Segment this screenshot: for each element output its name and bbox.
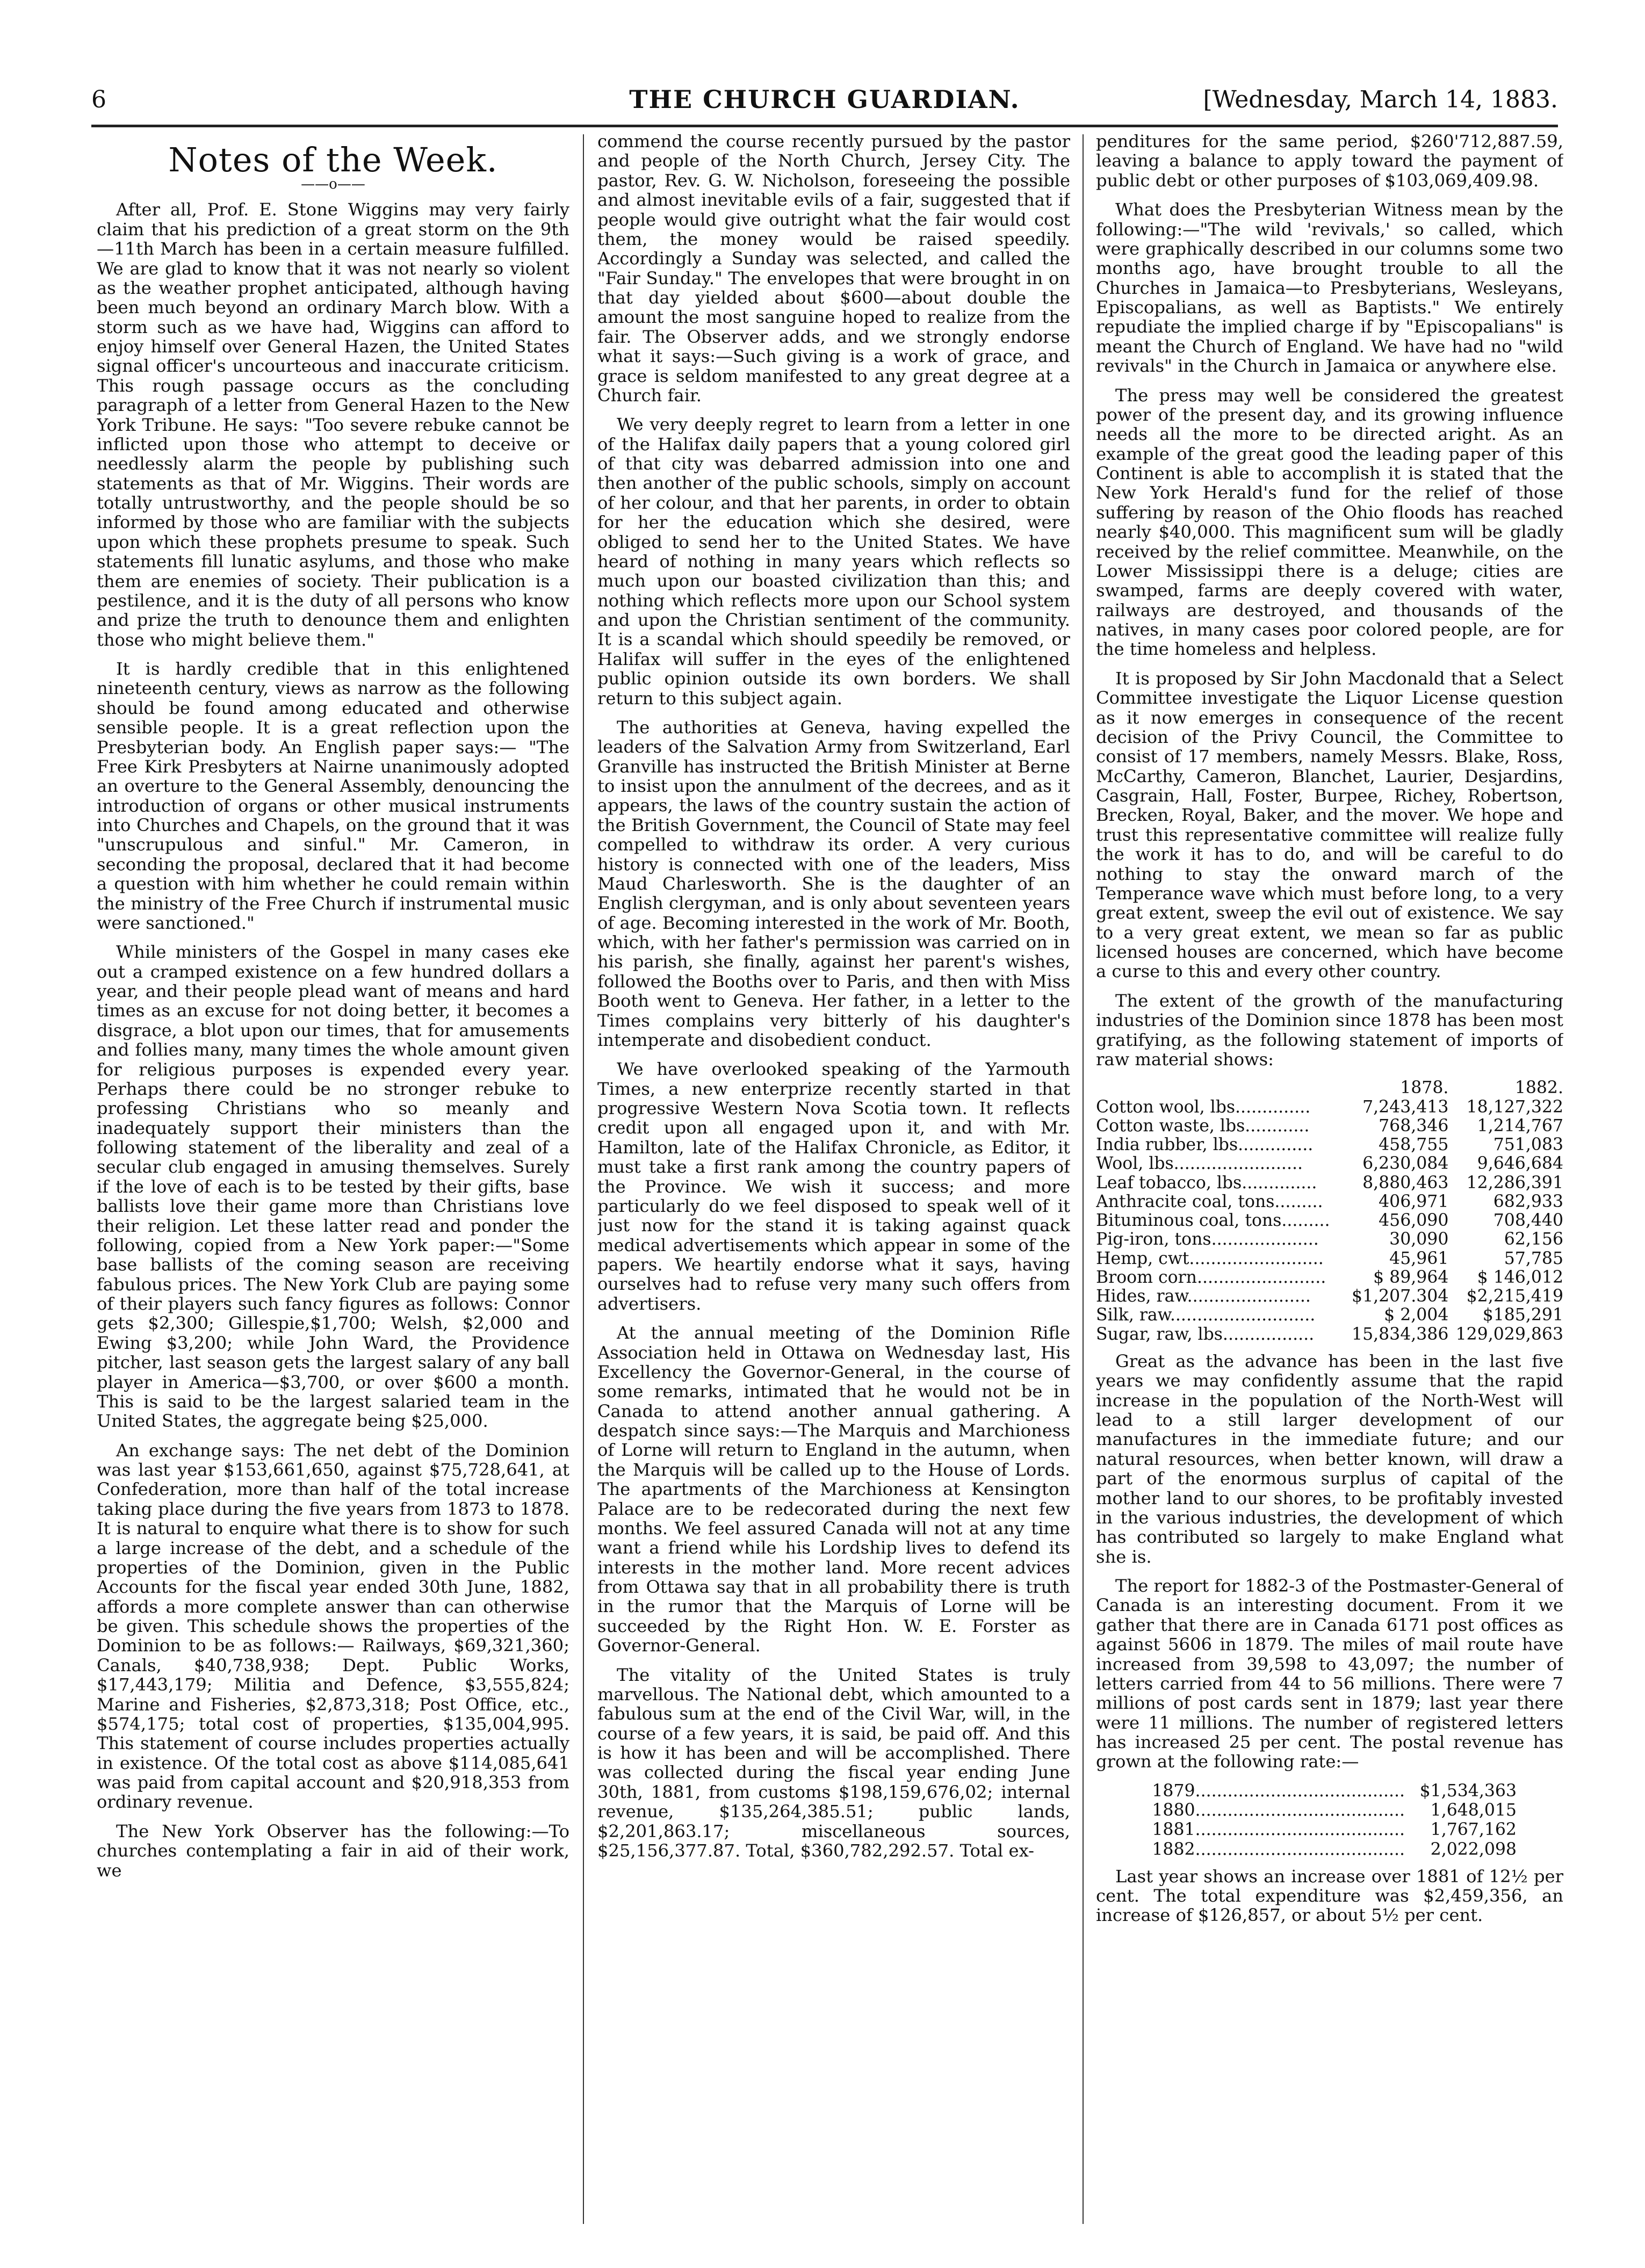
- article-paragraph: Last year shows an increase over 1881 of 12½ per cent. The total expenditure was $2,459,356, an increase of $126,857, or about 5½ per cent.: [1096, 1866, 1563, 1926]
- table-row: [1096, 1154, 1563, 1173]
- value-1878: 456,090: [1379, 1211, 1449, 1231]
- value-1882: 18,127,322: [1466, 1097, 1563, 1117]
- column-divider: [583, 134, 584, 2224]
- year-header: 1882.: [1514, 1078, 1563, 1098]
- article-paragraph: An exchange says: The net debt of the Dominion was last year $153,661,650, against $75,728,641, at Confederation, more than half of the total increase taking place during the five years from 1873 to 1878. It is natural to enquire what there is to show for such a large increase of the debt, and a schedule of the properties of the Dominion, given in the Public Accounts for the fiscal year ended 30th June, 1882, affords a more complete answer than can otherwise be given. This schedule shows the properties of the Dominion to be as follows:— Railways, $69,321,360; Canals, $40,738,938; Dept. Public Works, $17,443,179; Militia and Defence, $3,555,824; Marine and Fisheries, $2,873,318; Post Office, etc., $574,175; total cost of properties, $135,004,995. This statement of course includes properties actually in existence. Of the total cost as above $114,085,641 was paid from capital account and $20,918,353 from ordinary revenue.: [97, 1440, 569, 1812]
- table-row: [1152, 1801, 1517, 1820]
- table-row: [1096, 1117, 1563, 1136]
- table-row: [1096, 1174, 1563, 1193]
- table-row: [1096, 1211, 1563, 1230]
- value-1882: 9,646,684: [1477, 1154, 1563, 1174]
- article-paragraph: The press may well be considered the greatest power of the present day, and its growing influence needs all the more to be directed aright. As an example of the great good the leading paper of this Continent is able to accomplish it is stated that the New York Herald's fund for the relief of those suffering by reason of the Ohio floods has reached nearly $40,000. This magnificent sum will be gladly received by the relief committee. Meanwhile, on the Lower Mississippi there is a deluge; cities are swamped, farms are deeply covered with water, railways are destroyed, and thousands of the natives, in many cases poor colored people, are for the time homeless and helpless.: [1096, 385, 1563, 660]
- table-row: [1096, 1249, 1563, 1268]
- value-1878: 8,880,463: [1362, 1173, 1449, 1193]
- table-row: [1096, 1193, 1563, 1211]
- postal-amount: 1,648,015: [1430, 1801, 1517, 1821]
- table-row: [1096, 1136, 1563, 1154]
- issue-date: [Wednesday, March 14, 1883.: [1203, 86, 1558, 113]
- value-1882: 57,785: [1504, 1248, 1563, 1268]
- postal-revenue-table: [1152, 1781, 1517, 1859]
- table-row: [1152, 1820, 1517, 1839]
- table-row: [1096, 1325, 1563, 1344]
- import-item: Broom corn........................: [1096, 1267, 1326, 1287]
- value-1882: 751,083: [1493, 1135, 1563, 1155]
- value-1882: $2,215,419: [1466, 1287, 1563, 1306]
- article-paragraph: It is proposed by Sir John Macdonald that a Select Committee investigate the Liquor License question as it now emerges in consequence of the recent decision of the Privy Council, the Committee to consist of 17 members, namely Messrs. Blake, Ross, McCarthy, Cameron, Blanchet, Laurier, Desjardins, Casgrain, Hall, Foster, Burpee, Richey, Robertson, Brecken, Royal, Baker, and the mover. We hope and trust this representative committee will realize fully the work it has to do, and will be careful to do nothing to stay the onward march of the Temperance wave which must before long, to a very great extent, sweep the evil out of existence. We say to a very great extent, we mean so far as public licensed houses are concerned, which have become a curse to this and every other country.: [1096, 668, 1563, 982]
- import-item: Anthracite coal, tons.........: [1096, 1191, 1323, 1211]
- table-row: [1096, 1268, 1563, 1287]
- table-row: [1096, 1306, 1563, 1325]
- value-1878: 7,243,413: [1362, 1097, 1449, 1117]
- table-row: [1152, 1781, 1517, 1801]
- import-item: Pig-iron, tons....................: [1096, 1230, 1319, 1249]
- article-paragraph: The authorities at Geneva, having expelled the leaders of the Salvation Army from Switzerland, Earl Granville has instructed the British Minister at Berne to insist upon the annulment of the decrees, and as it appears, the laws of the country sustain the action of the British Government, the Council of State may feel compelled to withdraw its order. A very curious history is connected with one of the leaders, Miss Maud Charlesworth. She is the daughter of an English clergyman, and is only about seventeen years of age. Becoming interested in the work of Mr. Booth, which, with her father's permission was carried on in his parish, she finally, against her parent's wishes, followed the Booths over to Paris, and then with Miss Booth went to Geneva. Her father, in a letter to the Times complains very bitterly of his daughter's intemperate and disobedient conduct.: [597, 717, 1070, 1050]
- value-1878: $ 2,004: [1384, 1305, 1449, 1325]
- value-1878: 15,834,386: [1352, 1324, 1449, 1344]
- column-divider: [1083, 134, 1084, 2224]
- table-row: [1096, 1230, 1563, 1249]
- article-paragraph: At the annual meeting of the Dominion Rifle Association held in Ottawa on Wednesday last, His Excellency the Governor-General, in the course of some remarks, intimated that he would not be in Canada to attend another annual gathering. A despatch since says:—The Marquis and Marchioness of Lorne will return to England in the autumn, when the Marquis will be called up to the House of Lords. The apartments of the Marchioness at Kensington Palace are to be redecorated during the next few months. We feel assured Canada will not at any time want a friend while his Lordship lives to defend its interests in the mother land. More recent advices from Ottawa say that in all probability there is truth in the rumor that the Marquis of Lorne will be succeeded by the Right Hon. W. E. Forster as Governor-General.: [597, 1323, 1070, 1656]
- postal-amount: 1,767,162: [1430, 1820, 1517, 1840]
- header-rule: [91, 125, 1558, 127]
- import-item: Bituminous coal, tons.........: [1096, 1211, 1330, 1231]
- value-1882: 1,214,767: [1477, 1116, 1563, 1136]
- value-1882: 682,933: [1493, 1191, 1563, 1211]
- section-separator: ——o——: [301, 176, 365, 193]
- article-paragraph: Great as the advance has been in the last five years we may confidently assume that the rapid increase in the population of the North-West will lead to a still larger development of our manufactures in the immediate future; and our natural resources, when better known, will draw a part of the enormous surplus of capital of the mother land to our shores, to be profitably invested in the various industries, the development of which has contributed so largely to make England what she is.: [1096, 1350, 1563, 1567]
- article-paragraph: The vitality of the United States is truly marvellous. The National debt, which amounted to a fabulous sum at the end of the Civil War, will, in the course of a few years, it is said, be paid off. And this is how it has been and will be accomplished. There was collected during the fiscal year ending June 30th, 1881, from customs $198,159,676,02; internal revenue, $135,264,385.51; public lands, $2,201,863.17; miscellaneous sources, $25,156,377.87. Total, $360,782,292.57. Total ex-: [597, 1664, 1070, 1861]
- import-item: Silk, raw...........................: [1096, 1305, 1316, 1325]
- article-paragraph: After all, Prof. E. Stone Wiggins may very fairly claim that his prediction of a great storm on the 9th—11th March has been in a certain measure fulfilled. We are glad to know that it was not nearly so violent as the weather prophet anticipated, although having been much beyond an ordinary March blow. With a storm such as we have had, Wiggins can afford to enjoy himself over General Hazen, the United States signal officer's uncourteous and inaccurate criticism. This rough passage occurs as the concluding paragraph of a letter from General Hazen to the New York Tribune. He says: "Too severe rebuke cannot be inflicted upon those who attempt to deceive or needlessly alarm the people by publishing such statements as that of Mr. Wiggins. Their words are totally untrustworthy, and the people should be so informed by those who are familiar with the subjects upon which these prophets presume to speak. Such statements fill lunatic asylums, and those who make them are enemies of society. Their publication is a pestilence, and it is the duty of all persons who know and prize the truth to denounce them and enlighten those who might believe them.": [97, 199, 569, 650]
- value-1878: 406,971: [1379, 1191, 1449, 1211]
- import-item: Sugar, raw, lbs.................: [1096, 1324, 1315, 1344]
- import-item: Hemp, cwt.........................: [1096, 1248, 1324, 1268]
- article-paragraph: We very deeply regret to learn from a letter in one of the Halifax daily papers that a young colored girl of that city was debarred admission into one and then another of the public schools, simply on account of her colour, and that her parents, in order to obtain for her the education which she desired, were obliged to send her to the United States. We have heard of nothing in many years which reflects so much upon our boasted civilization than this; and nothing which reflects more upon our School system and upon the Christian sentiment of the community. It is a scandal which should speedily be removed, or Halifax will suffer in the eyes of the enlightened public opinion outside its own borders. We shall return to this subject again.: [597, 414, 1070, 709]
- column-3: [1096, 132, 1563, 2237]
- article-paragraph: What does the Presbyterian Witness mean by the following:—"The wild 'revivals,' so called, which were graphically described in our columns some two months ago, have brought trouble to all the Churches in Jamaica—to Presbyterians, Wesleyans, Episcopalians, as well as Baptists." We entirely repudiate the implied charge if by "Episcopalians" is meant the Church of England. We have had no "wild revivals" in the Church in Jamaica or anywhere else.: [1096, 199, 1563, 377]
- value-1878: 768,346: [1379, 1116, 1449, 1136]
- article-paragraph: The extent of the growth of the manufacturing industries of the Dominion since 1878 has been most gratifying, as the following statement of imports of raw material shows:: [1096, 990, 1563, 1070]
- column-1: [97, 132, 569, 2227]
- year-header: 1878.: [1400, 1078, 1449, 1098]
- imports-header-row: [1096, 1079, 1563, 1097]
- import-item: Leaf tobacco, lbs..............: [1096, 1173, 1317, 1193]
- article-paragraph: While ministers of the Gospel in many cases eke out a cramped existence on a few hundred dollars a year, and their people plead want of means and hard times as an excuse for not doing better, it becomes a disgrace, a blot upon our times, that for amusements and follies many, many times the whole amount given for religious purposes is expended every year. Perhaps there could be no stronger rebuke to professing Christians who so meanly and inadequately support their ministers than the following statement of the liberality and zeal of a secular club engaged in amusing themselves. Surely if the love of each is to be tested by their gifts, base ballists love their game more than Christians love their religion. Let these latter read and ponder the following, copied from a New York paper:—"Some base ballists of the coming season are receiving fabulous prices. The New York Club are paying some of their players such fancy figures as follows: Connor gets $2,300; Gillespie,$1,700; Welsh, $2,000 and Ewing $3,200; while John Ward, the Providence pitcher, last season gets the largest salary of any ball player in America—$3,700, or over $600 a month. This is said to be the largest salaried team in the United States, the aggregate being $25,000.: [97, 942, 569, 1432]
- article-paragraph: The New York Observer has the following:—To churches contemplating a fair in aid of their work, we: [97, 1821, 569, 1881]
- value-1882: $ 146,012: [1477, 1267, 1563, 1287]
- import-item: Cotton wool, lbs..............: [1096, 1097, 1311, 1117]
- table-row: [1096, 1287, 1563, 1306]
- value-1878: $ 89,964: [1373, 1267, 1449, 1287]
- article-paragraph: We have overlooked speaking of the Yarmouth Times, a new enterprize recently started in that progressive Western Nova Scotia town. It reflects credit upon all engaged upon it, and with Mr. Hamilton, late of the Halifax Chronicle, as Editor, it must take a first rank among the country papers of the Province. We wish it success; and more particularly do we feel disposed to speak well of it just now for the stand it is taking against quack medical advertisements which appear in some of the papers. We heartily endorse what it says, having ourselves had to refuse very many such offers from advertisers.: [597, 1059, 1070, 1314]
- postal-year: 1879.......................................: [1152, 1781, 1405, 1801]
- postal-amount: $1,534,363: [1419, 1781, 1517, 1801]
- article-paragraph: The report for 1882-3 of the Postmaster-General of Canada is an interesting document. From it we gather that there are in Canada 6171 post offices as against 5606 in 1879. The miles of mail route have increased from 39,598 to 43,097; the number of letters carried from 44 to 56 millions. There were 7 millions of post cards sent in 1879; last year there were 11 millions. The number of registered letters has increased 25 per cent. The postal revenue has grown at the following rate:—: [1096, 1576, 1563, 1772]
- column-2: [597, 132, 1070, 2237]
- article-paragraph: penditures for the same period, $260'712,887.59, leaving a balance to apply toward the payment of public debt or other purposes of $103,069,409.98.: [1096, 132, 1563, 191]
- article-paragraph: It is hardly credible that in this enlightened nineteenth century, views as narrow as the following should be found among educated and otherwise sensible people. It is a great reflection upon the Presbyterian body. An English paper says:— "The Free Kirk Presbyters at Nairne unanimously adopted an overture to the General Assembly, denouncing the introduction of organs or other musical instruments into Churches and Chapels, on the ground that it was "unscrupulous and sinful." Mr. Cameron, in seconding the proposal, declared that it had become a question with him whether he could remain within the ministry of the Free Church if instrumental music were sanctioned.": [97, 659, 569, 933]
- value-1882: 62,156: [1504, 1230, 1563, 1249]
- value-1882: 708,440: [1493, 1211, 1563, 1231]
- table-row: [1152, 1840, 1517, 1859]
- article-paragraph: commend the course recently pursued by the pastor and people of the North Church, Jersey City. The pastor, Rev. G. W. Nicholson, foreseeing the possible and almost inevitable evils of a fair, suggested that if people would give outright what the fair would cost them, the money would be raised speedily. Accordingly a Sunday was selected, and called the "Fair Sunday." The envelopes that were brought in on that day yielded about $600—about double the amount the most sanguine hoped to realize from the fair. The Observer adds, and we strongly endorse what it says:—Such giving is a work of grace, and grace is seldom manifested to any great degree at a Church fair.: [597, 132, 1070, 406]
- value-1878: 458,755: [1379, 1135, 1449, 1155]
- value-1878: 30,090: [1389, 1230, 1449, 1249]
- value-1878: $1,207.304: [1352, 1287, 1449, 1306]
- newspaper-title: THE CHURCH GUARDIAN.: [629, 85, 1020, 114]
- value-1882: $185,291: [1482, 1305, 1563, 1325]
- import-item: India rubber, lbs..............: [1096, 1135, 1314, 1155]
- page-header: [91, 81, 1558, 118]
- value-1878: 6,230,084: [1362, 1154, 1449, 1174]
- section-title: Notes of the Week.: [168, 140, 498, 179]
- table-row: [1096, 1098, 1563, 1117]
- imports-table: [1096, 1079, 1563, 1344]
- import-item: Wool, lbs........................: [1096, 1154, 1303, 1174]
- postal-year: 1881.......................................: [1152, 1820, 1405, 1840]
- postal-year: 1882.......................................: [1152, 1839, 1405, 1859]
- postal-year: 1880.......................................: [1152, 1801, 1405, 1821]
- value-1882: 129,029,863: [1455, 1324, 1563, 1344]
- value-1878: 45,961: [1389, 1248, 1449, 1268]
- postal-amount: 2,022,098: [1430, 1839, 1517, 1859]
- import-item: Cotton waste, lbs............: [1096, 1116, 1310, 1136]
- value-1882: 12,286,391: [1466, 1173, 1563, 1193]
- import-item: Hides, raw.......................: [1096, 1287, 1311, 1306]
- page-number: 6: [91, 86, 106, 113]
